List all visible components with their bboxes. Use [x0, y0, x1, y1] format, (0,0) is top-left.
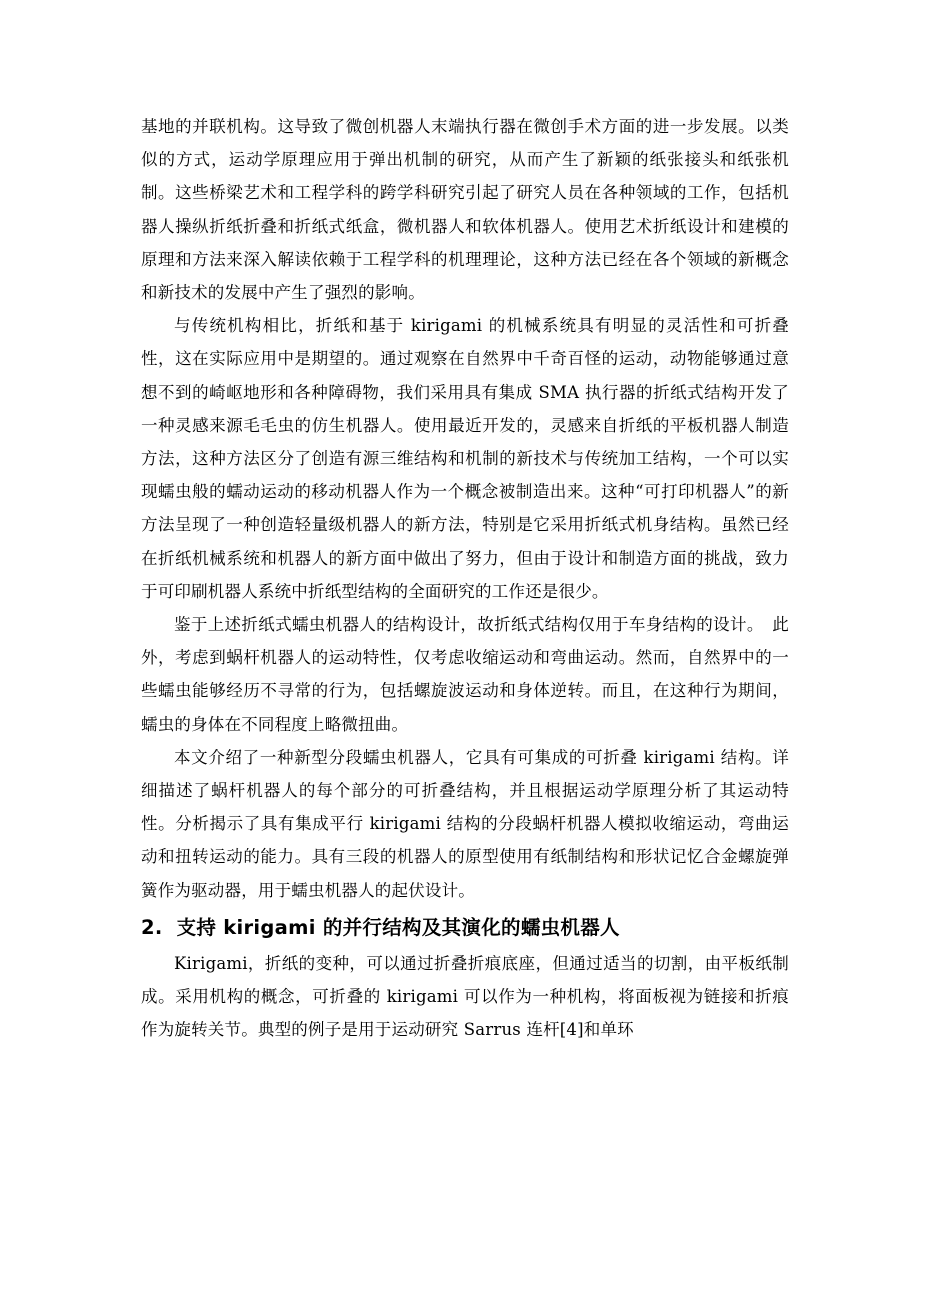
body-paragraph-4: 本文介绍了一种新型分段蠕虫机器人，它具有可集成的可折叠 kirigami 结构。详细描述了蜗杆机器人的每个部分的可折叠结构，并且根据运动学原理分析了其运动特性。分析揭示了具有集成平行 kirigami 结构的分段蜗杆机器人模拟收缩运动，弯曲运动和扭转运动的能力。具有三段的机器人的原型使用有纸制结构和形状记忆合金螺旋弹簧作为驱动器，用于蠕虫机器人的起伏设计。 [141, 747, 789, 900]
body-paragraph-2: 与传统机构相比，折纸和基于 kirigami 的机械系统具有明显的灵活性和可折叠性，这在实际应用中是期望的。通过观察在自然界中千奇百怪的运动，动物能够通过意想不到的崎岖地形和各种障碍物，我们采用具有集成 SMA 执行器的折纸式结构开发了一种灵感来源毛毛虫的仿生机器人。使用最近开发的，灵感来自折纸的平板机器人制造方法，这种方法区分了创造有源三维结构和机制的新技术与传统加工结构，一个可以实现蠕虫般的蠕动运动的移动机器人作为一个概念被制造出来。这种“可打印机器人”的新方法呈现了一种创造轻量级机器人的新方法，特别是它采用折纸式机身结构。虽然已经在折纸机械系统和机器人的新方面中做出了努力，但由于设计和制造方面的挑战，致力于可印刷机器人系统中折纸型结构的全面研究的工作还是很少。 [141, 316, 789, 601]
body-paragraph-1: 基地的并联机构。这导致了微创机器人末端执行器在微创手术方面的进一步发展。以类似的方式，运动学原理应用于弹出机制的研究，从而产生了新颖的纸张接头和纸张机制。这些桥梁艺术和工程学科的跨学科研究引起了研究人员在各种领域的工作，包括机器人操纵折纸折叠和折纸式纸盒，微机器人和软体机器人。使用艺术折纸设计和建模的原理和方法来深入解读依赖于工程学科的机理理论，这种方法已经在各个领域的新概念和新技术的发展中产生了强烈的影响。 [141, 117, 789, 303]
body-paragraph-5: Kirigami，折纸的变种，可以通过折叠折痕底座，但通过适当的切割，由平板纸制成。采用机构的概念，可折叠的 kirigami 可以作为一种机构，将面板视为链接和折痕作为旋转关节。典型的例子是用于运动研究 Sarrus 连杆[4]和单环 [141, 953, 789, 1040]
section-number: 2. [141, 915, 163, 939]
body-paragraph-3: 鉴于上述折纸式蠕虫机器人的结构设计，故折纸式结构仅用于车身结构的设计。 此外，考虑到蜗杆机器人的运动特性，仅考虑收缩运动和弯曲运动。然而，自然界中的一些蠕虫能够经历不寻常的行为，包括螺旋波运动和身体逆转。而且，在这种行为期间，蠕虫的身体在不同程度上略微扭曲。 [141, 615, 789, 734]
section-title: 支持 kirigami 的并行结构及其演化的蠕虫机器人 [176, 915, 620, 939]
document-body [141, 110, 789, 1046]
section-heading [141, 907, 789, 947]
